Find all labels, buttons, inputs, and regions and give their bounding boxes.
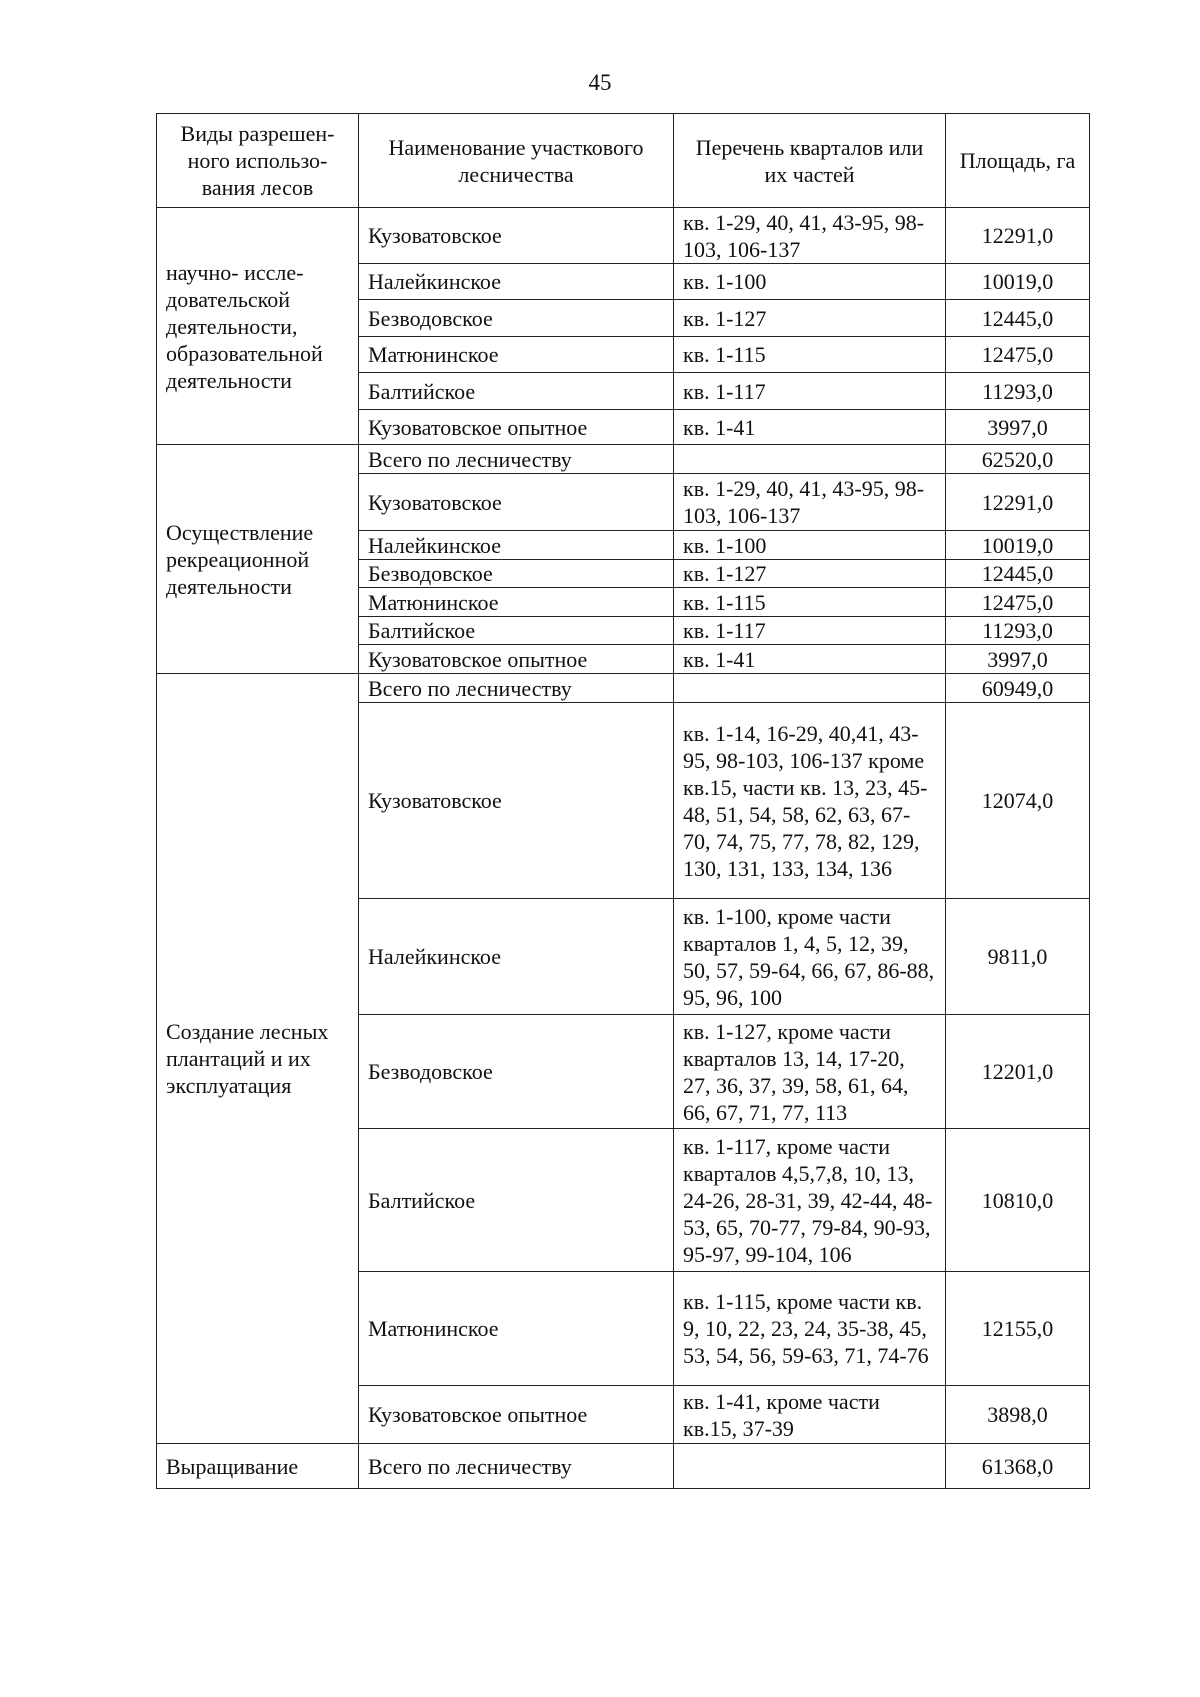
quarters-cell: кв. 1-127 xyxy=(674,560,946,588)
quarters-cell xyxy=(674,674,946,703)
quarters-cell: кв. 1-14, 16-29, 40,41, 43-95, 98-103, 106-137 кроме кв.15, части кв. 13, 23, 45-48, 51, 54, 58, 62, 63, 67-70, 74, 75, 77, 78, 82, 129, 130, 131, 133, 134, 136 xyxy=(674,703,946,899)
quarters-cell: кв. 1-41, кроме части кв.15, 37-39 xyxy=(674,1386,946,1444)
area-cell: 12445,0 xyxy=(946,560,1090,588)
area-cell: 10019,0 xyxy=(946,264,1090,300)
forestry-name-cell: Налейкинское xyxy=(359,899,674,1015)
quarters-cell: кв. 1-115 xyxy=(674,588,946,617)
quarters-cell: кв. 1-117, кроме части кварталов 4,5,7,8, 10, 13, 24-26, 28-31, 39, 42-44, 48-53, 65, 70-77, 79-84, 90-93, 95-97, 99-104, 106 xyxy=(674,1129,946,1272)
quarters-cell: кв. 1-117 xyxy=(674,373,946,410)
table-body xyxy=(157,208,1090,1489)
forestry-name-cell: Кузоватовское xyxy=(359,703,674,899)
area-cell: 60949,0 xyxy=(946,674,1090,703)
area-cell: 9811,0 xyxy=(946,899,1090,1015)
forestry-name-cell: Матюнинское xyxy=(359,1272,674,1386)
quarters-cell: кв. 1-115, кроме части кв. 9, 10, 22, 23, 24, 35-38, 45, 53, 54, 56, 59-63, 71, 74-76 xyxy=(674,1272,946,1386)
quarters-cell: кв. 1-41 xyxy=(674,410,946,445)
use-type-cell: Создание лесных плантаций и их эксплуатация xyxy=(157,674,359,1444)
area-cell: 3997,0 xyxy=(946,410,1090,445)
use-type-cell: научно- иссле-довательской деятельности, образовательной деятельности xyxy=(157,208,359,445)
table-row xyxy=(157,445,1090,474)
quarters-cell xyxy=(674,445,946,474)
quarters-cell: кв. 1-117 xyxy=(674,617,946,645)
quarters-cell: кв. 1-41 xyxy=(674,645,946,674)
header-quarters: Перечень кварталов или их частей xyxy=(674,114,946,208)
area-cell: 12291,0 xyxy=(946,474,1090,531)
area-cell: 12475,0 xyxy=(946,588,1090,617)
quarters-cell: кв. 1-29, 40, 41, 43-95, 98-103, 106-137 xyxy=(674,474,946,531)
area-cell: 11293,0 xyxy=(946,617,1090,645)
area-cell: 62520,0 xyxy=(946,445,1090,474)
quarters-cell xyxy=(674,1444,946,1489)
quarters-cell: кв. 1-127 xyxy=(674,300,946,337)
quarters-cell: кв. 1-127, кроме части кварталов 13, 14, 17-20, 27, 36, 37, 39, 58, 61, 64, 66, 67, 71, 77, 113 xyxy=(674,1015,946,1129)
header-use-type: Виды разрешен-ного использо-вания лесов xyxy=(157,114,359,208)
area-cell: 12445,0 xyxy=(946,300,1090,337)
area-cell: 3898,0 xyxy=(946,1386,1090,1444)
use-type-cell: Выращивание xyxy=(157,1444,359,1489)
area-cell: 10019,0 xyxy=(946,531,1090,560)
quarters-cell: кв. 1-100 xyxy=(674,264,946,300)
header-forestry-name: Наименование участкового лесничества xyxy=(359,114,674,208)
forestry-name-cell: Балтийское xyxy=(359,1129,674,1272)
area-cell: 12475,0 xyxy=(946,337,1090,373)
forestry-name-cell: Матюнинское xyxy=(359,337,674,373)
forestry-name-cell: Безводовское xyxy=(359,300,674,337)
forestry-name-cell: Кузоватовское опытное xyxy=(359,1386,674,1444)
area-cell: 10810,0 xyxy=(946,1129,1090,1272)
forestry-name-cell: Кузоватовское опытное xyxy=(359,645,674,674)
forestry-name-cell: Всего по лесничеству xyxy=(359,1444,674,1489)
use-type-cell: Осуществление рекреационной деятельности xyxy=(157,445,359,674)
forestry-name-cell: Налейкинское xyxy=(359,531,674,560)
header-area: Площадь, га xyxy=(946,114,1090,208)
area-cell: 12155,0 xyxy=(946,1272,1090,1386)
forestry-name-cell: Матюнинское xyxy=(359,588,674,617)
forestry-name-cell: Безводовское xyxy=(359,560,674,588)
area-cell: 12074,0 xyxy=(946,703,1090,899)
quarters-cell: кв. 1-100 xyxy=(674,531,946,560)
area-cell: 61368,0 xyxy=(946,1444,1090,1489)
area-cell: 3997,0 xyxy=(946,645,1090,674)
quarters-cell: кв. 1-29, 40, 41, 43-95, 98-103, 106-137 xyxy=(674,208,946,264)
forestry-name-cell: Налейкинское xyxy=(359,264,674,300)
forestry-name-cell: Кузоватовское опытное xyxy=(359,410,674,445)
quarters-cell: кв. 1-100, кроме части кварталов 1, 4, 5, 12, 39, 50, 57, 59-64, 66, 67, 86-88, 95, 96, 100 xyxy=(674,899,946,1015)
forestry-name-cell: Балтийское xyxy=(359,617,674,645)
table-header-row xyxy=(157,114,1090,208)
forestry-name-cell: Кузоватовское xyxy=(359,208,674,264)
forestry-name-cell: Балтийское xyxy=(359,373,674,410)
forestry-name-cell: Всего по лесничеству xyxy=(359,674,674,703)
area-cell: 11293,0 xyxy=(946,373,1090,410)
table-row xyxy=(157,208,1090,264)
area-cell: 12201,0 xyxy=(946,1015,1090,1129)
page-number: 45 xyxy=(588,70,612,95)
table-row xyxy=(157,1444,1090,1489)
table-row xyxy=(157,674,1090,703)
quarters-cell: кв. 1-115 xyxy=(674,337,946,373)
forest-use-table xyxy=(156,113,1090,1489)
forestry-name-cell: Безводовское xyxy=(359,1015,674,1129)
forestry-name-cell: Кузоватовское xyxy=(359,474,674,531)
area-cell: 12291,0 xyxy=(946,208,1090,264)
forestry-name-cell: Всего по лесничеству xyxy=(359,445,674,474)
